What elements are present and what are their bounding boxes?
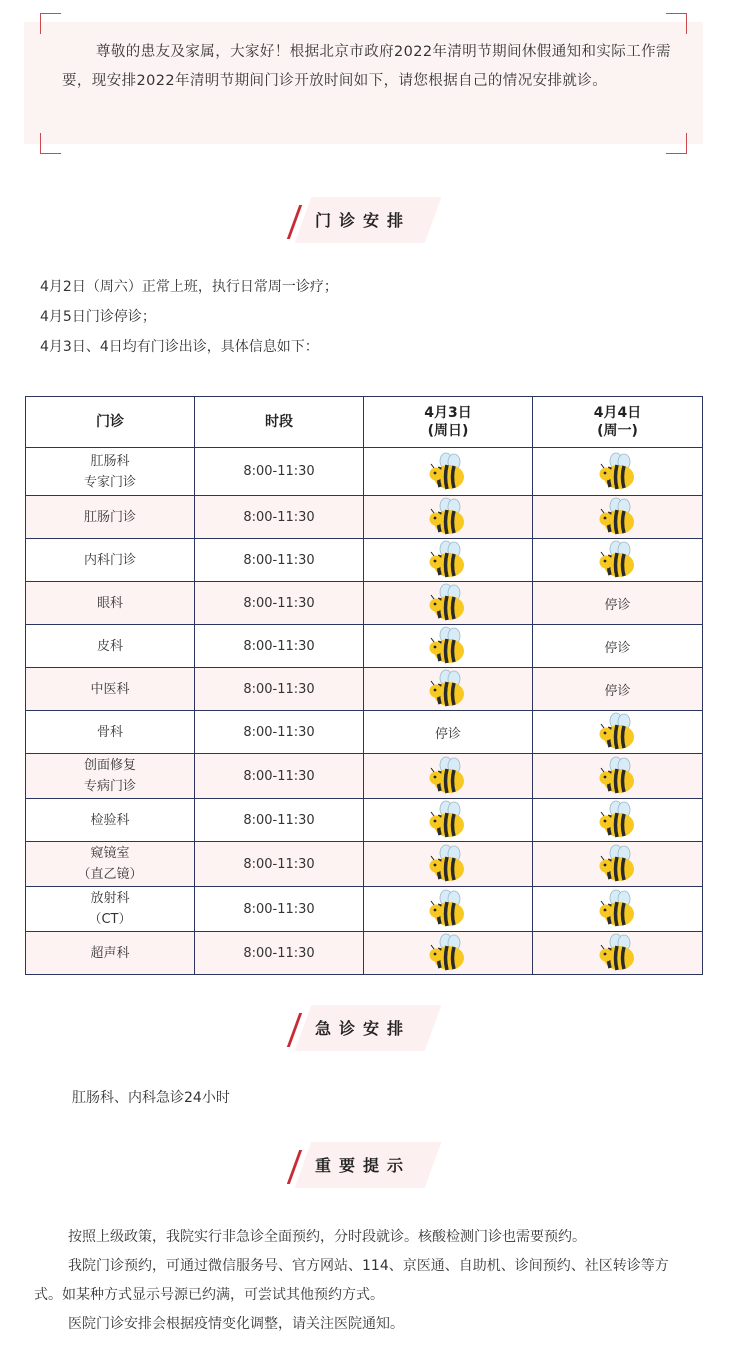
table-row [26, 496, 703, 539]
time-cell: 8:00-11:30 [195, 754, 364, 799]
status-cell-open [364, 799, 533, 842]
dept-cell [26, 887, 195, 932]
dept-name: 中医科 [90, 681, 130, 697]
bee-icon [427, 464, 469, 479]
time-cell: 8:00-11:30 [195, 932, 364, 975]
bee-icon [427, 553, 469, 568]
bee-icon [427, 902, 469, 917]
dept-cell [26, 842, 195, 887]
status-cell-closed: 停诊 [533, 668, 703, 711]
bee-icon [427, 596, 469, 611]
table-row [26, 842, 703, 887]
time-cell: 8:00-11:30 [195, 668, 364, 711]
dept-name: 肛肠科 [90, 453, 130, 469]
bee-icon [427, 813, 469, 828]
dept-subname: （CT） [88, 912, 132, 927]
table-row [26, 539, 703, 582]
header-date-2-weekday: (周一) [597, 423, 638, 439]
status-cell-open [364, 932, 533, 975]
status-cell-open [533, 887, 703, 932]
tip-paragraph: 我院门诊预约，可通过微信服务号、官方网站、114、京医通、自助机、诊间预约、社区转诊等方式。如某种方式显示号源已约满，可尝试其他预约方式。 [34, 1258, 669, 1303]
bee-icon [597, 857, 639, 872]
heading-title: 重要提示 [315, 1156, 412, 1175]
status-cell-open [364, 582, 533, 625]
table-row [26, 932, 703, 975]
dept-name: 窥镜室 [90, 846, 130, 861]
header-date-1-weekday: (周日) [427, 423, 469, 439]
table-header-row [26, 397, 703, 448]
table-row [26, 668, 703, 711]
intro-text: 尊敬的患友及家属，大家好！根据北京市政府2022年清明节期间休假通知和实际工作需要，现安排2022年清明节期间门诊开放时间如下，请您根据自己的情况安排就诊。 [62, 44, 671, 89]
outpatient-notes [40, 272, 338, 362]
dept-name: 放射科 [90, 891, 130, 906]
dept-name: 超声科 [90, 945, 130, 961]
status-cell-open [533, 496, 703, 539]
note-line: 4月5日门诊停诊； [40, 309, 156, 325]
status-cell-open [533, 448, 703, 496]
section-heading-outpatient [285, 197, 435, 243]
dept-cell [26, 932, 195, 975]
table-row [26, 887, 703, 932]
dept-cell [26, 711, 195, 754]
dept-cell [26, 539, 195, 582]
dept-cell [26, 625, 195, 668]
table-row [26, 711, 703, 754]
schedule-table [25, 396, 703, 975]
status-cell-open [364, 668, 533, 711]
bee-icon [597, 464, 639, 479]
header-date-1 [364, 397, 533, 448]
bee-icon [597, 725, 639, 740]
status-cell-open [364, 539, 533, 582]
status-cell-open [533, 711, 703, 754]
dept-name: 检验科 [90, 812, 130, 828]
dept-cell [26, 754, 195, 799]
note-line: 4月2日（周六）正常上班，执行日常周一诊疗； [40, 279, 338, 295]
status-cell-closed: 停诊 [533, 582, 703, 625]
status-cell-open [364, 496, 533, 539]
header-time: 时段 [195, 397, 364, 448]
status-cell-open [364, 842, 533, 887]
time-cell: 8:00-11:30 [195, 711, 364, 754]
dept-name: 眼科 [96, 595, 123, 611]
bee-icon [597, 902, 639, 917]
section-heading-tips [285, 1142, 435, 1188]
header-dept: 门诊 [26, 397, 195, 448]
emergency-text: 肛肠科、内科急诊24小时 [72, 1090, 230, 1106]
bee-icon [427, 510, 469, 525]
time-cell: 8:00-11:30 [195, 799, 364, 842]
table-row [26, 582, 703, 625]
dept-cell [26, 448, 195, 496]
time-cell: 8:00-11:30 [195, 539, 364, 582]
time-cell: 8:00-11:30 [195, 887, 364, 932]
bee-icon [427, 682, 469, 697]
status-cell-open [364, 887, 533, 932]
status-cell-open [533, 842, 703, 887]
table-row [26, 448, 703, 496]
bee-icon [597, 510, 639, 525]
status-cell-closed: 停诊 [364, 711, 533, 754]
time-cell: 8:00-11:30 [195, 625, 364, 668]
dept-name: 创面修复 [83, 758, 136, 773]
tips-text [34, 1223, 694, 1339]
status-cell-open [533, 932, 703, 975]
dept-cell [26, 668, 195, 711]
status-cell-open [364, 754, 533, 799]
time-cell: 8:00-11:30 [195, 582, 364, 625]
dept-name: 肛肠门诊 [83, 509, 136, 525]
note-line: 4月3日、4日均有门诊出诊，具体信息如下： [40, 339, 319, 355]
frame-corner-bottom-right [666, 133, 687, 154]
dept-subname: 专病门诊 [83, 779, 136, 794]
heading-title: 门诊安排 [315, 211, 412, 230]
header-date-2 [533, 397, 703, 448]
heading-title: 急诊安排 [315, 1019, 412, 1038]
time-cell: 8:00-11:30 [195, 842, 364, 887]
status-cell-open [533, 539, 703, 582]
status-cell-open [364, 448, 533, 496]
dept-subname: 专家门诊 [83, 474, 136, 490]
time-cell: 8:00-11:30 [195, 448, 364, 496]
section-heading-emergency [285, 1005, 435, 1051]
dept-cell [26, 582, 195, 625]
frame-corner-bottom-left [40, 133, 61, 154]
dept-name: 皮科 [96, 638, 123, 654]
dept-subname: （直乙镜） [77, 867, 143, 882]
status-cell-open [364, 625, 533, 668]
frame-corner-top-right [666, 13, 687, 34]
bee-icon [427, 857, 469, 872]
dept-cell [26, 799, 195, 842]
bee-icon [597, 553, 639, 568]
dept-cell [26, 496, 195, 539]
bee-icon [597, 813, 639, 828]
bee-icon [597, 946, 639, 961]
dept-name: 内科门诊 [83, 552, 136, 568]
time-cell: 8:00-11:30 [195, 496, 364, 539]
tip-paragraph: 按照上级政策，我院实行非急诊全面预约，分时段就诊。核酸检测门诊也需要预约。 [68, 1229, 586, 1245]
status-cell-open [533, 799, 703, 842]
table-row [26, 799, 703, 842]
tip-paragraph: 医院门诊安排会根据疫情变化调整，请关注医院通知。 [68, 1316, 404, 1332]
header-date-1-date: 4月3日 [424, 405, 472, 421]
table-row [26, 625, 703, 668]
bee-icon [427, 769, 469, 784]
status-cell-closed: 停诊 [533, 625, 703, 668]
bee-icon [427, 639, 469, 654]
status-cell-open [533, 754, 703, 799]
table-row [26, 754, 703, 799]
header-date-2-date: 4月4日 [593, 405, 642, 421]
dept-name: 骨科 [96, 724, 123, 740]
bee-icon [427, 946, 469, 961]
frame-corner-top-left [40, 13, 61, 34]
bee-icon [597, 769, 639, 784]
